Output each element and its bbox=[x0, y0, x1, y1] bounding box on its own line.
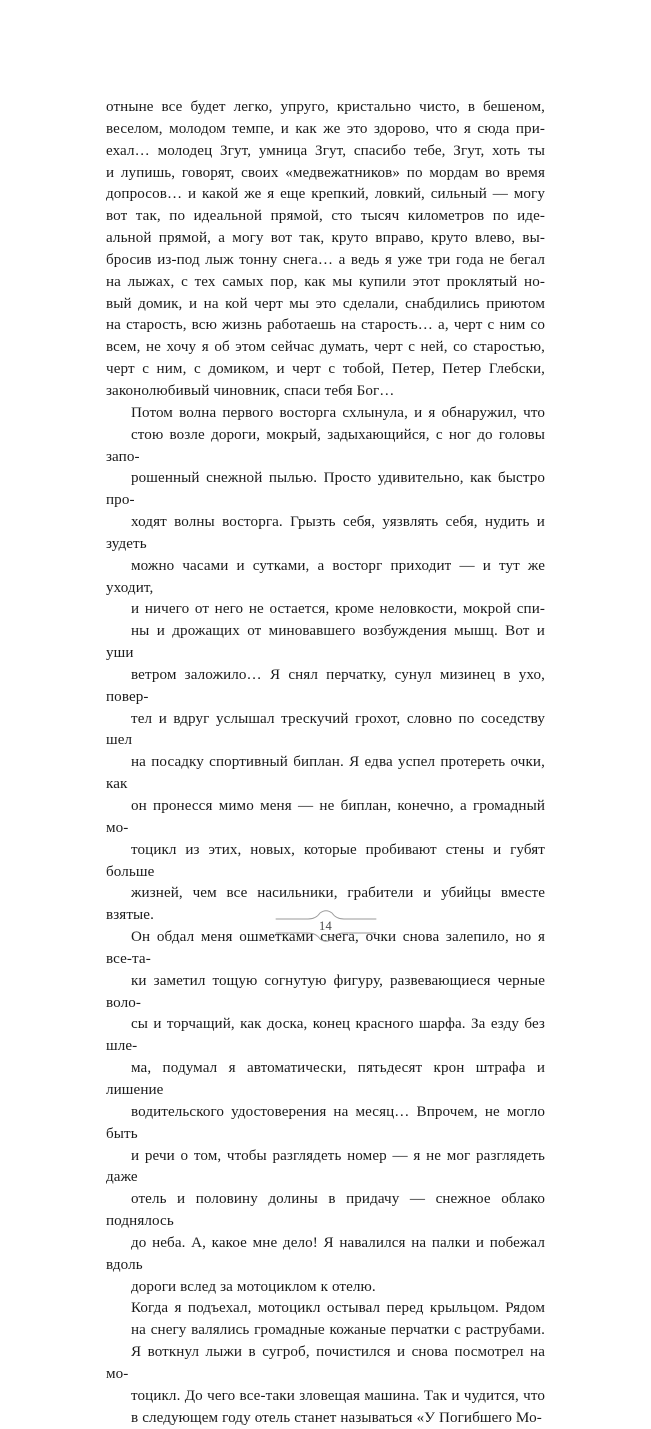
text-line: и лупишь, говорят, своих «медвежатников» по мордам во время bbox=[106, 164, 545, 181]
page-footer bbox=[0, 903, 651, 949]
text-line: на старость, всю жизнь работаешь на старость… а, черт с ним со bbox=[106, 317, 545, 334]
text-line: и ничего от него не остается, кроме неловкости, мокрой спи- bbox=[131, 601, 545, 618]
text-line: ки заметил тощую согнутую фигуру, развевающиеся черные воло- bbox=[106, 972, 549, 1011]
text-line: рошенный снежной пылью. Просто удивительно, как быстро про- bbox=[106, 470, 549, 509]
text-line: водительского удостоверения на месяц… Впрочем, не могло быть bbox=[106, 1103, 549, 1142]
body-paragraph bbox=[106, 403, 549, 1299]
text-line: ехал… молодец Згут, умница Згут, спасибо тебе, Згут, хоть ты bbox=[106, 142, 545, 159]
text-line: он пронесся мимо меня — не биплан, конечно, а громадный мо- bbox=[106, 798, 549, 836]
text-line: законолюбивый чиновник, спаси тебя Бог… bbox=[106, 382, 395, 399]
text-line: отель и половину долины в придачу — снежное облако поднялось bbox=[106, 1191, 549, 1230]
body-paragraph bbox=[106, 1298, 549, 1429]
folio-ornament bbox=[274, 906, 378, 946]
text-line: ходят волны восторга. Грызть себя, уязвлять себя, нудить и зудеть bbox=[106, 514, 549, 552]
text-line: сы и торчащий, как доска, конец красного шарфа. За езду без шле- bbox=[106, 1016, 549, 1055]
text-line: дороги вслед за мотоциклом к отелю. bbox=[131, 1278, 376, 1295]
text-line: допросов… и какой же я еще крепкий, ловкий, сильный — могу bbox=[106, 186, 545, 203]
text-line: бросив из-под лыж тонну снега… а ведь я уже три года не бегал bbox=[106, 251, 545, 268]
page-text-block bbox=[106, 97, 549, 1429]
text-line: жизней, чем все насильники, грабители и убийцы вместе взятые. bbox=[106, 885, 549, 924]
text-line: ны и дрожащих от миновавшего возбуждения мышц. Вот и уши bbox=[106, 623, 549, 662]
text-line: черт с ним, с домиком, и черт с тобой, Петер, Петер Глебски, bbox=[106, 361, 545, 378]
text-line: вый домик, и на кой черт мы это сделали, снабдились приютом bbox=[106, 295, 545, 312]
text-line: отныне все будет легко, упруго, кристально чисто, в бешеном, bbox=[106, 99, 545, 115]
text-line: вот так, по идеальной прямой, сто тысяч километров по иде- bbox=[106, 208, 545, 225]
text-line: ветром заложило… Я снял перчатку, сунул мизинец в ухо, повер- bbox=[106, 666, 549, 705]
text-line: Я воткнул лыжи в сугроб, почистился и снова посмотрел на мо- bbox=[106, 1344, 549, 1382]
text-line: и речи о том, чтобы разглядеть номер — я не мог разглядеть даже bbox=[106, 1147, 549, 1186]
text-line: можно часами и сутками, а восторг приходит — и тут же уходит, bbox=[106, 557, 549, 596]
text-line: веселом, молодом темпе, и как же это здорово, что я сюда при- bbox=[106, 120, 545, 137]
text-line: в следующем году отель станет называться «У Погибшего Мо- bbox=[131, 1409, 542, 1426]
text-line: тоцикл из этих, новых, которые пробивают стены и губят больше bbox=[106, 841, 549, 880]
text-line: на снегу валялись громадные кожаные перчатки с раструбами. bbox=[131, 1322, 545, 1339]
text-line: на посадку спортивный биплан. Я едва успел протереть очки, как bbox=[106, 754, 549, 793]
page-number: 14 bbox=[318, 918, 333, 933]
text-line: ма, подумал я автоматически, пятьдесят крон штрафа и лишение bbox=[106, 1060, 549, 1098]
text-line: тел и вдруг услышал трескучий грохот, словно по соседству шел bbox=[106, 710, 549, 749]
text-line: Когда я подъехал, мотоцикл остывал перед крыльцом. Рядом bbox=[131, 1300, 545, 1317]
text-line: Потом волна первого восторга схлынула, и я обнаружил, что bbox=[131, 404, 545, 421]
text-line: всем, не хочу я об этом сейчас думать, черт с ней, со старостью, bbox=[106, 339, 545, 356]
text-line: альной прямой, а могу вот так, круто вправо, круто влево, вы- bbox=[106, 230, 545, 247]
text-line: до неба. А, какое мне дело! Я навалился на палки и побежал вдоль bbox=[106, 1234, 549, 1273]
text-line: стою возле дороги, мокрый, задыхающийся, с ног до головы запо- bbox=[106, 426, 549, 465]
text-line: Он обдал меня ошметками снега, очки снова залепило, но я все-та- bbox=[106, 929, 549, 967]
text-line: тоцикл. До чего все-таки зловещая машина. Так и чудится, что bbox=[131, 1387, 545, 1404]
text-line: на лыжах, с тех самых пор, как мы купили этот проклятый но- bbox=[106, 273, 545, 290]
body-paragraph bbox=[106, 97, 545, 403]
